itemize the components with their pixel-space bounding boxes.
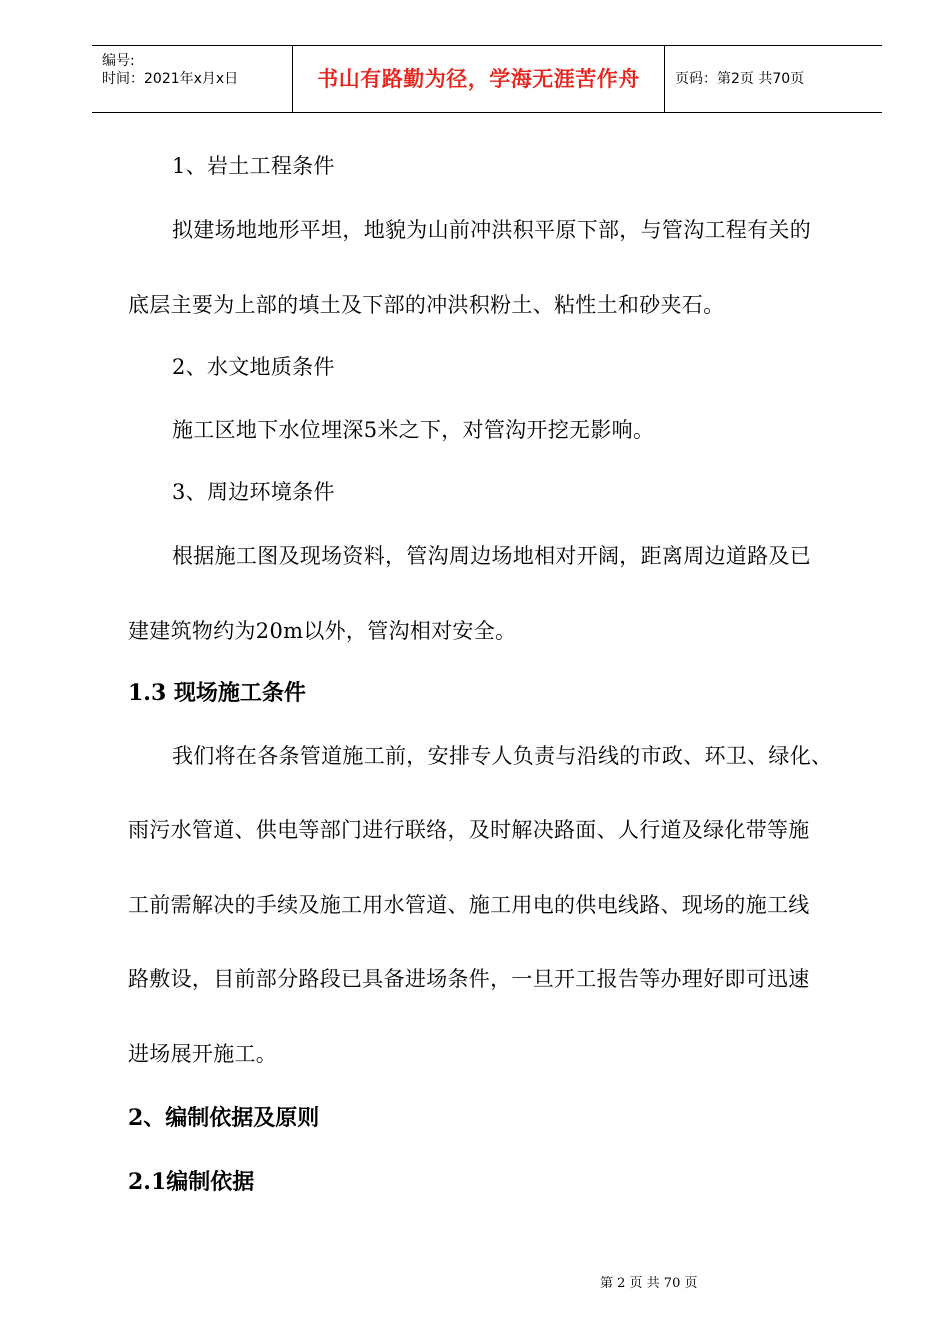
paragraph-line: 施工区地下水位埋深5米之下，对管沟开挖无影响。 <box>172 418 655 442</box>
item3-title: 3、周边环境条件 <box>172 480 335 504</box>
header-meta-cell <box>92 46 293 112</box>
page-header <box>92 45 882 113</box>
section-heading-2: 2、编制依据及原则 <box>128 1105 320 1131</box>
paragraph-line: 路敷设，目前部分路段已具备进场条件，一旦开工报告等办理好即可迅速 <box>128 967 810 991</box>
paragraph-line: 底层主要为上部的填土及下部的冲洪积粉土、粘性土和砂夹石。 <box>128 293 725 317</box>
section-heading-1-3: 1.3 现场施工条件 <box>128 680 306 706</box>
paragraph-line: 进场展开施工。 <box>128 1042 278 1066</box>
paragraph-line: 我们将在各条管道施工前，安排专人负责与沿线的市政、环卫、绿化、 <box>172 744 833 768</box>
paragraph-line: 拟建场地地形平坦，地貌为山前冲洪积平原下部，与管沟工程有关的 <box>172 218 811 242</box>
header-motto: 书山有路勤为径，学海无涯苦作舟 <box>293 46 665 112</box>
paragraph-line: 雨污水管道、供电等部门进行联络，及时解决路面、人行道及绿化带等施 <box>128 818 810 842</box>
section-heading-2-1: 2.1编制依据 <box>128 1169 255 1195</box>
item1-title: 1、岩土工程条件 <box>172 154 335 178</box>
document-date: 时间：2021年x月x日 <box>102 71 239 87</box>
paragraph-line: 工前需解决的手续及施工用水管道、施工用电的供电线路、现场的施工线 <box>128 893 810 917</box>
paragraph-line: 根据施工图及现场资料，管沟周边场地相对开阔，距离周边道路及已 <box>172 544 811 568</box>
item2-title: 2、水文地质条件 <box>172 355 335 379</box>
header-page-info: 页码：第2页 共70页 <box>675 71 805 87</box>
page-footer-number: 第 2 页 共 70 页 <box>600 1276 698 1291</box>
document-number-label: 编号: <box>102 53 135 69</box>
paragraph-line: 建建筑物约为20m以外，管沟相对安全。 <box>128 619 517 643</box>
